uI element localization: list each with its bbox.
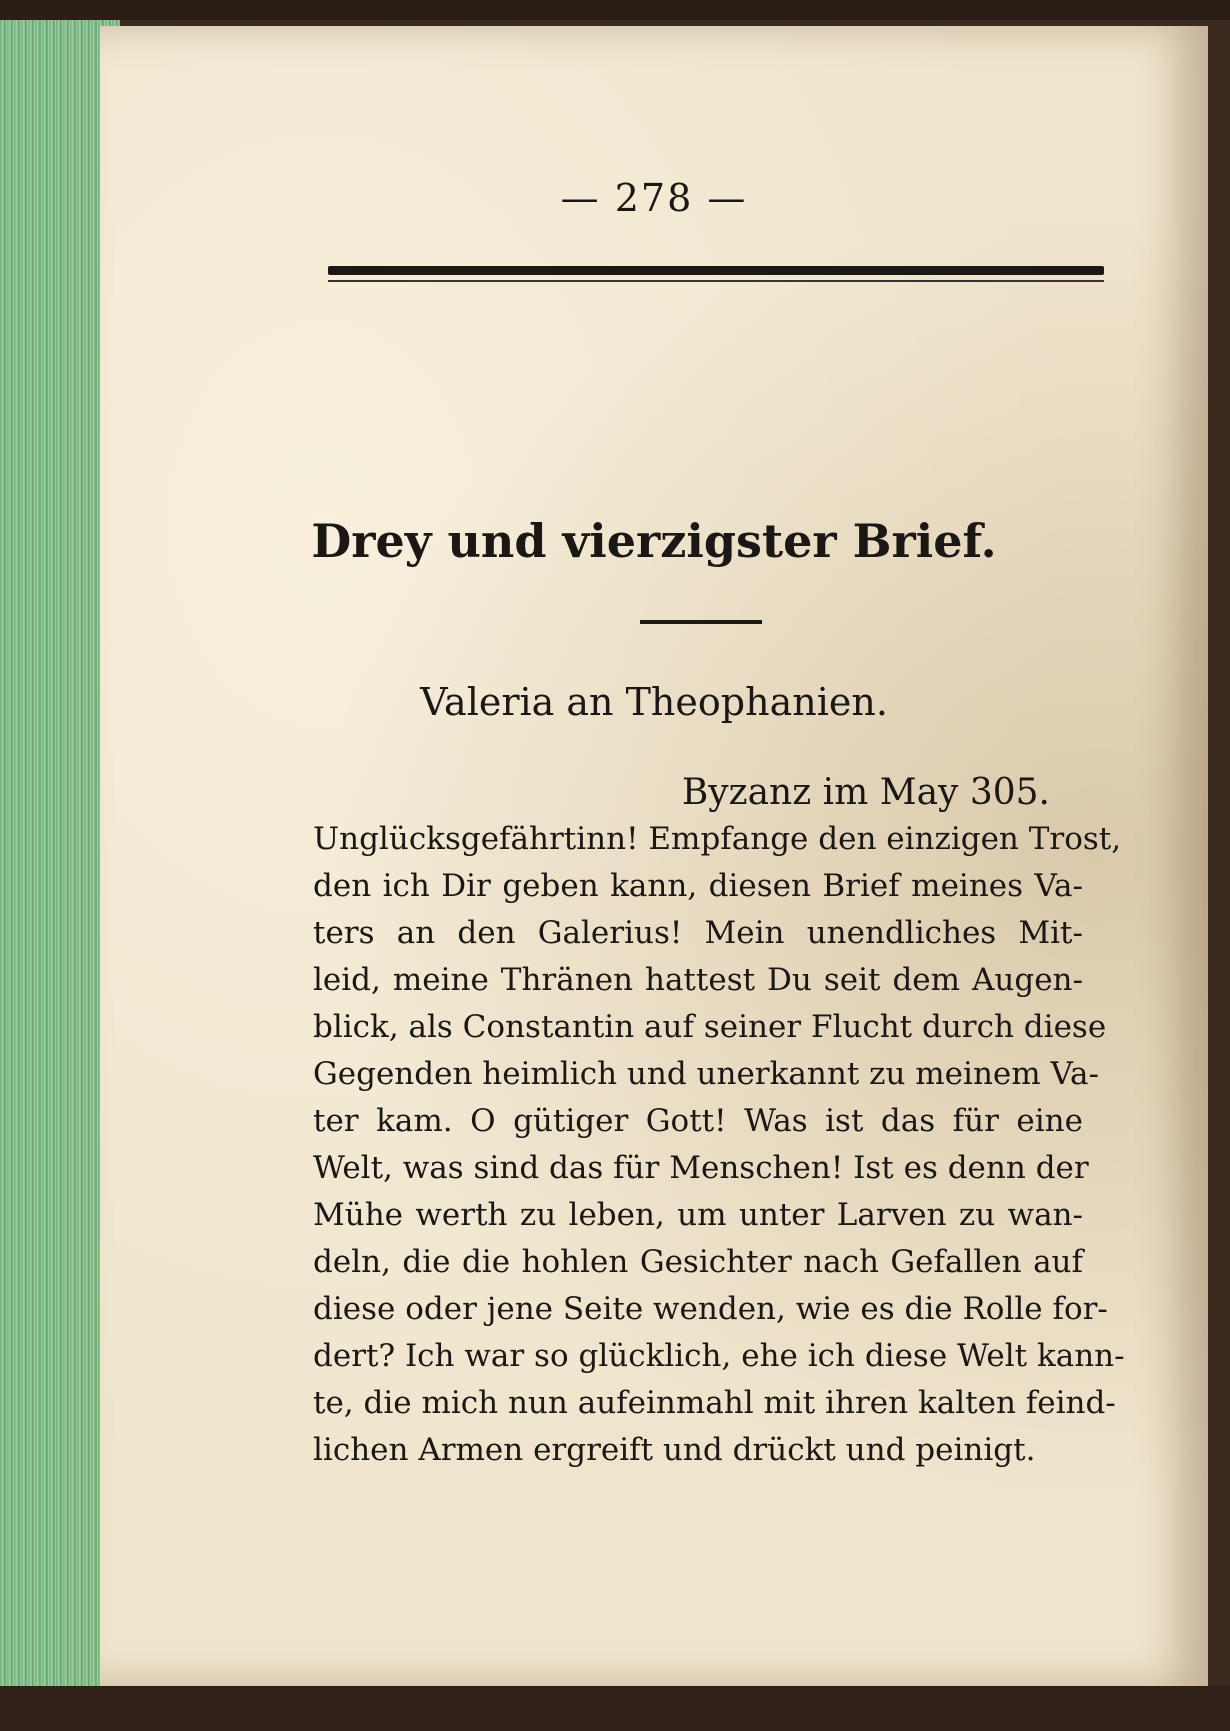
letter-body — [313, 816, 1125, 1474]
body-line: blick, als Constantin auf seiner Flucht durch diese — [313, 1009, 1107, 1045]
header-rule — [328, 266, 1104, 275]
body-line: Mühe werth zu leben, um unter Larven zu wan- — [313, 1197, 1083, 1233]
body-line: leid, meine Thränen hattest Du seit dem Augen- — [313, 962, 1083, 998]
book-cover-top — [0, 0, 1230, 20]
body-line: Gegenden heimlich und unerkannt zu meinem Va- — [313, 1056, 1100, 1092]
body-line: ters an den Galerius! Mein unendliches Mit- — [313, 915, 1083, 951]
body-line: deln, die die hohlen Gesichter nach Gefallen auf — [313, 1244, 1083, 1280]
body-line: lichen Armen ergreift und drückt und peinigt. — [313, 1432, 1036, 1468]
book-page — [100, 26, 1208, 1686]
body-line: Welt, was sind das für Menschen! Ist es denn der — [313, 1150, 1089, 1186]
page-number: — 278 — — [560, 176, 748, 220]
body-line: Unglücksgefährtinn! Empfange den einzigen Trost, — [313, 821, 1122, 857]
body-line: te, die mich nun aufeinmahl mit ihren kalten feind- — [313, 1385, 1116, 1421]
body-line: diese oder jene Seite wenden, wie es die Rolle for- — [313, 1291, 1108, 1327]
dateline: Byzanz im May 305. — [681, 772, 1050, 813]
body-line: dert? Ich war so glücklich, ehe ich diese Welt kann- — [313, 1338, 1125, 1374]
letter-heading: Drey und vierzigster Brief. — [311, 514, 997, 568]
book-cover-bottom — [0, 1686, 1230, 1731]
body-line: den ich Dir geben kann, diesen Brief meines Va- — [313, 868, 1083, 904]
heading-divider — [640, 620, 762, 624]
header-rule-thin — [328, 280, 1104, 282]
body-line: ter kam. O gütiger Gott! Was ist das für eine — [313, 1103, 1083, 1139]
letter-subheading: Valeria an Theophanien. — [420, 680, 888, 724]
